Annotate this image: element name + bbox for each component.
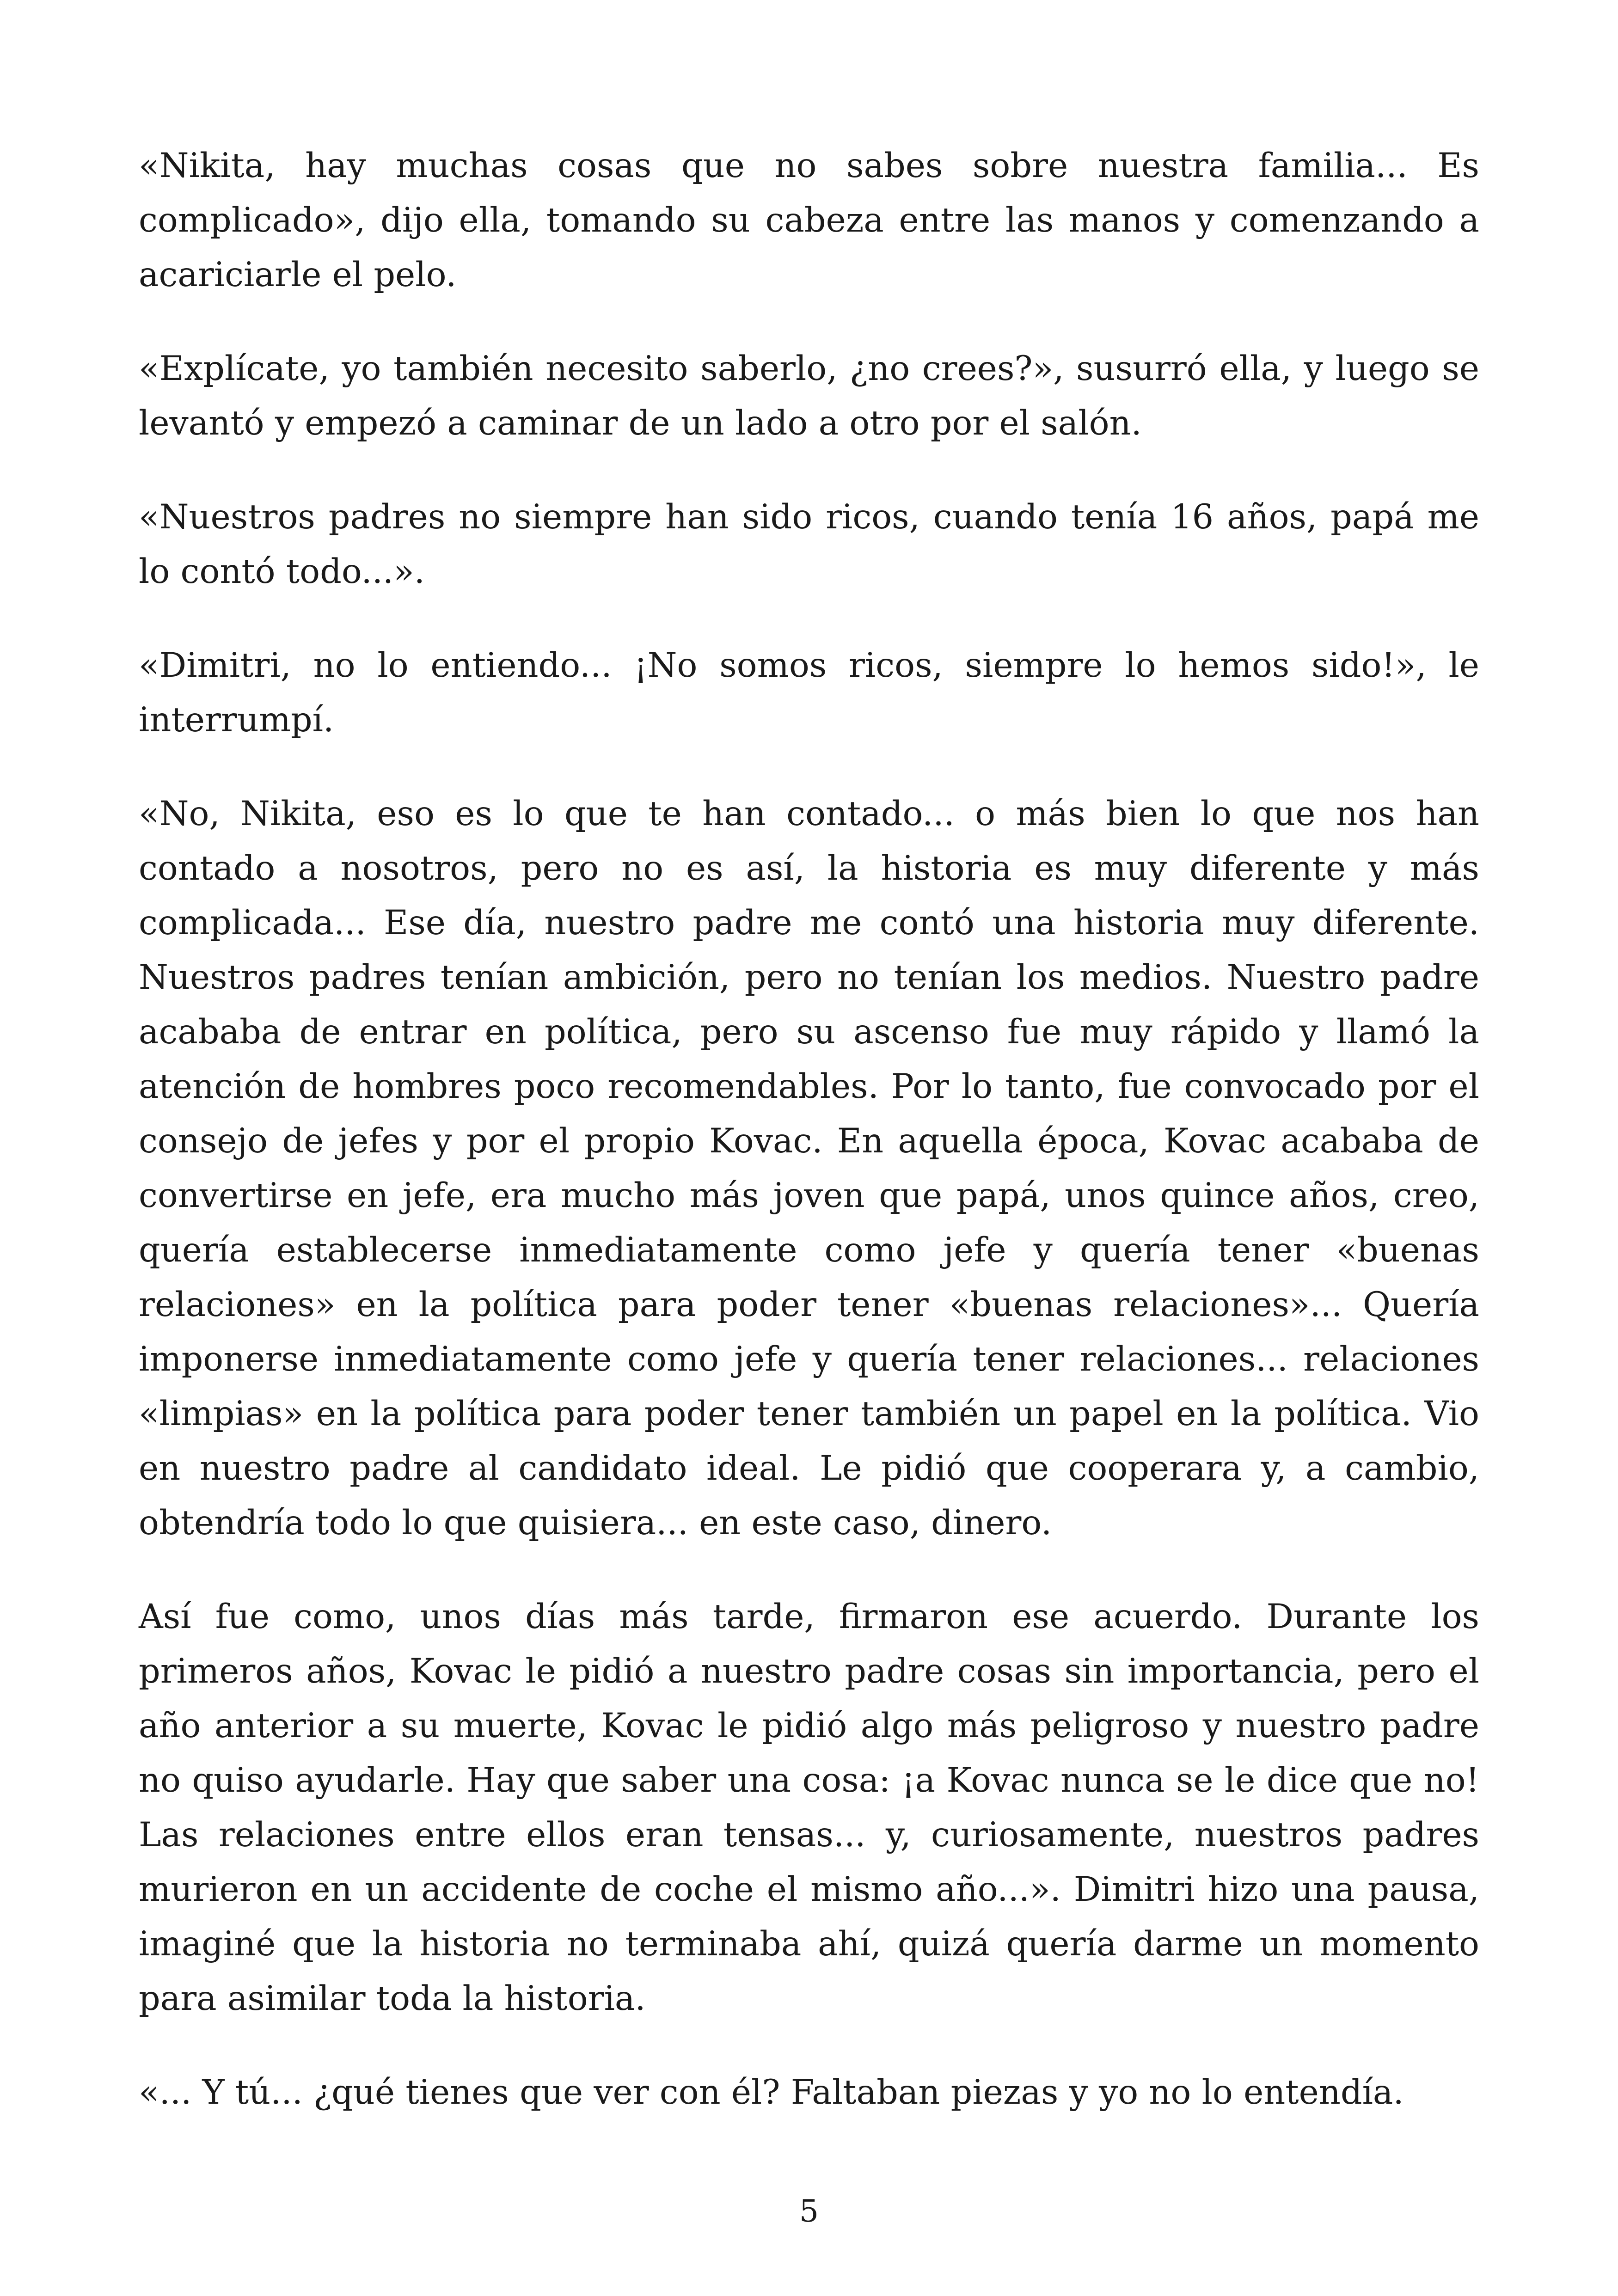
paragraph: «Nuestros padres no siempre han sido ricos, cuando tenía 16 años, papá me lo contó todo...». — [139, 497, 1479, 591]
paragraph: «... Y tú... ¿qué tienes que ver con él? Faltaban piezas y yo no lo entendía. — [139, 2073, 1404, 2112]
page-number: 5 — [799, 2193, 819, 2229]
paragraph: Así fue como, unos días más tarde, firmaron ese acuerdo. Durante los primeros años, Kovac le pidió a nuestro padre cosas sin importancia, pero el año anterior a su muerte, Kovac le pidió algo más peligroso y nuestro padre no quiso ayudarle. Hay que saber una cosa: ¡a Kovac nunca se le dice que no! Las relaciones entre ellos eran tensas... y, curiosamente, nuestros padres murieron en un accidente de coche el mismo año...». Dimitri hizo una pausa, imaginé que la historia no terminaba ahí, quizá quería darme un momento para asimilar toda la historia. — [139, 1597, 1479, 2018]
paragraph: «Nikita, hay muchas cosas que no sabes sobre nuestra familia... Es complicado», dijo ella, tomando su cabeza entre las manos y comenzando a acariciarle el pelo. — [139, 146, 1479, 294]
paragraph: «Explícate, yo también necesito saberlo, ¿no crees?», susurró ella, y luego se levantó y empezó a caminar de un lado a otro por el salón. — [139, 349, 1479, 443]
paragraph: «Dimitri, no lo entiendo... ¡No somos ricos, siempre lo hemos sido!», le interrumpí. — [139, 646, 1479, 740]
body-text — [139, 139, 1479, 2159]
paragraph: «No, Nikita, eso es lo que te han contado... o más bien lo que nos han contado a nosotros, pero no es así, la historia es muy diferente y más complicada... Ese día, nuestro padre me contó una historia muy diferente. Nuestros padres tenían ambición, pero no tenían los medios. Nuestro padre acababa de entrar en política, pero su ascenso fue muy rápido y llamó la atención de hombres poco recomendables. Por lo tanto, fue convocado por el consejo de jefes y por el propio Kovac. En aquella época, Kovac acababa de convertirse en jefe, era mucho más joven que papá, unos quince años, creo, quería establecerse inmediatamente como jefe y quería tener «buenas relaciones» en la política para poder tener «buenas relaciones»... Quería imponerse inmediatamente como jefe y quería tener relaciones... relaciones «limpias» en la política para poder tener también un papel en la política. Vio en nuestro padre al candidato ideal. Le pidió que cooperara y, a cambio, obtendría todo lo que quisiera... en este caso, dinero. — [139, 794, 1479, 1543]
